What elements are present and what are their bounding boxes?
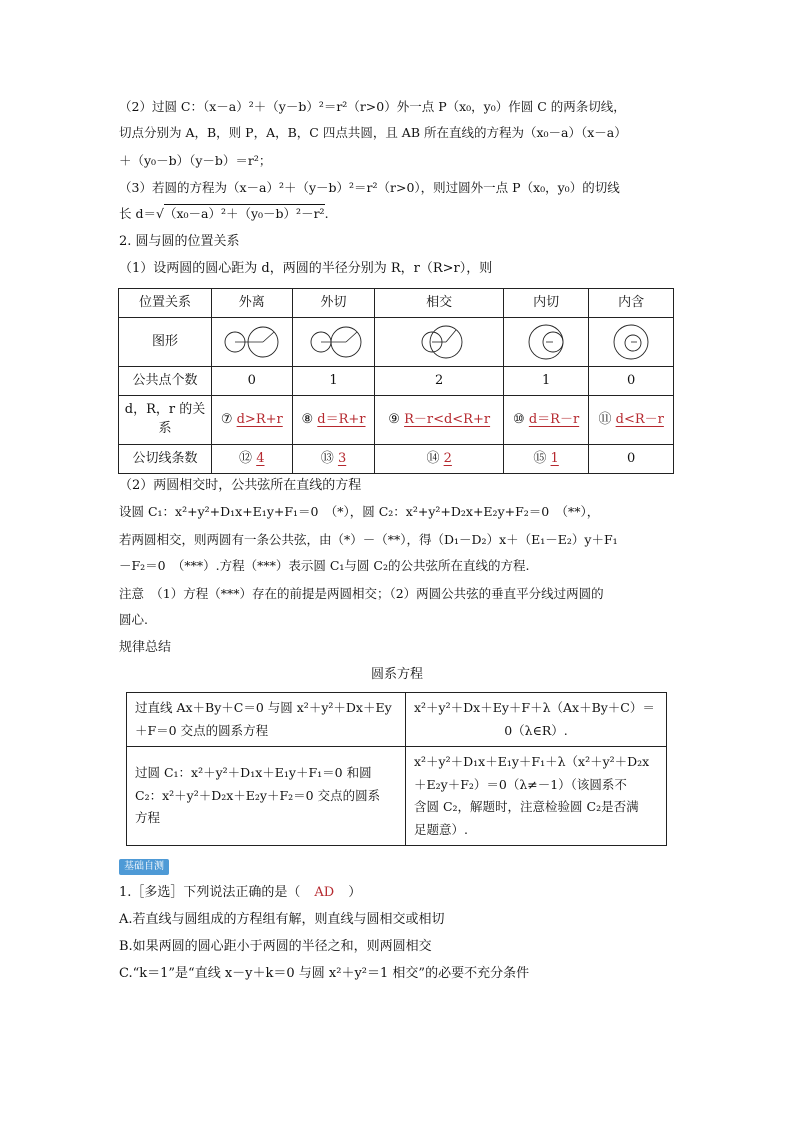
relation-cell: [375, 396, 503, 445]
header-cell: 内含: [589, 289, 674, 318]
tangent-answer: 1: [550, 450, 559, 466]
cell-line: 过直线 Ax＋By＋C＝0 与圆 x²＋y²＋Dx＋Ey: [135, 700, 392, 715]
cell-line: 含圆 C₂，解题时，注意检验圆 C₂是否满: [414, 799, 639, 814]
intro-line-2: 切点分别为 A，B，则 P，A，B，C 四点共圆，且 AB 所在直线的方程为（x₀－a）（x－a）: [119, 125, 627, 140]
question-1-close: ）: [348, 885, 362, 900]
relation-answer: d>R+r: [236, 411, 283, 427]
cell-line: ＋F＝0 交点的圆系方程: [135, 722, 269, 738]
externally-tangent-figure: [292, 318, 375, 367]
self-test-badge: 基础自测: [119, 859, 169, 875]
table-header-row: [119, 289, 674, 318]
relation-cell: [212, 396, 293, 445]
relation-cell: [589, 396, 674, 445]
table-row: [127, 747, 667, 846]
table-cell: [406, 693, 667, 747]
figure-row: [119, 318, 674, 367]
cell-line: 足题意）.: [414, 821, 468, 837]
relation-answer: d＝R+r: [317, 411, 366, 427]
relation-cell: [503, 396, 588, 445]
table-cell: [127, 693, 406, 747]
intersecting-circles-figure: [375, 318, 503, 367]
chord-line-2: 若两圆相交，则两圆有一条公共弦，由（*）－（**），得（D₁－D₂）x＋（E₁－E₂）y＋F₁: [119, 532, 618, 547]
header-cell: 相交: [375, 289, 503, 318]
tangent-answer: 0: [627, 450, 636, 466]
intro-line-4: （3）若圆的方程为（x－a）²＋（y－b）²＝r²（r>0），则过圆外一点 P（x₀，y₀）的切线: [119, 180, 620, 195]
relation-row: [119, 396, 674, 445]
option-a: A.若直线与圆组成的方程组有解，则直线与圆相交或相切: [119, 912, 445, 927]
table-cell: [406, 747, 667, 846]
tangent-cell: [503, 445, 588, 474]
tangent-label: 公切线条数: [119, 445, 212, 474]
tangent-answer: 4: [256, 450, 265, 466]
blank-number: ⑬: [320, 450, 334, 466]
relation-answer: d<R－r: [615, 411, 664, 427]
question-1-answer: AD: [314, 885, 335, 900]
table-row: [127, 693, 667, 747]
cell-line: C₂：x²＋y²＋D₂x＋E₂y＋F₂＝0 交点的圆系: [135, 787, 381, 803]
option-c: C.“k＝1”是“直线 x－y＋k＝0 与圆 x²＋y²＝1 相交”的必要不充分条件: [119, 966, 530, 981]
cell-line: x²＋y²＋D₁x＋E₁y＋F₁＋λ（x²＋y²＋D₂x: [414, 754, 650, 769]
circle-relation-table: [118, 288, 674, 474]
question-1-stem: 1.［多选］下列说法正确的是（: [119, 885, 301, 900]
tangent-cell: [212, 445, 293, 474]
points-label: 公共点个数: [119, 367, 212, 396]
cell-line: ＋E₂y＋F₂）＝0（λ≠－1）（该圆系不: [414, 776, 627, 792]
table-cell: [127, 747, 406, 846]
chord-line-1: 设圆 C₁：x²+y²+D₁x+E₁y+F₁＝0 （*），圆 C₂：x²+y²+D₂x+E₂y+F₂＝0 （**），: [119, 504, 600, 519]
points-row: [119, 367, 674, 396]
points-cell: 1: [503, 367, 588, 396]
tangent-answer: 3: [337, 450, 347, 466]
points-cell: 0: [589, 367, 674, 396]
cell-line: x²＋y²＋Dx＋Ey＋F＋λ（Ax＋By＋C）＝: [414, 700, 655, 715]
chord-title: （2）两圆相交时，公共弦所在直线的方程: [119, 478, 362, 493]
chord-line-3: －F₂＝0 （***）.方程（***）表示圆 C₁与圆 C₂的公共弦所在直线的方程.: [119, 558, 530, 573]
circle-system-table: [126, 692, 667, 846]
section-2-sub1: （1）设两圆的圆心距为 d，两圆的半径分别为 R，r（R>r），则: [119, 261, 493, 276]
blank-number: ⑨: [388, 411, 400, 427]
relation-label: d，R，r 的关系: [119, 396, 212, 445]
intro-line-3: ＋（y₀－b）（y－b）＝r²；: [119, 153, 272, 168]
header-cell: 内切: [503, 289, 588, 318]
points-cell: 1: [292, 367, 375, 396]
relation-answer: d＝R－r: [528, 411, 580, 427]
blank-number: ⑮: [533, 450, 547, 466]
intro-line-5: [119, 205, 329, 223]
question-1: [119, 884, 361, 903]
tangent-answer: 2: [443, 450, 452, 466]
internally-tangent-figure: [503, 318, 588, 367]
chord-note-2: 圆心.: [119, 612, 148, 627]
separate-circles-figure: [212, 318, 293, 367]
tangent-length-radicand: （x₀－a）²＋（y₀－b）²－r²: [163, 206, 325, 221]
cell-line: 方程: [135, 810, 161, 826]
header-cell: 外切: [292, 289, 375, 318]
sqrt-symbol: √: [155, 206, 164, 221]
relation-answer: R－r<d<R+r: [404, 411, 491, 427]
points-cell: 0: [212, 367, 293, 396]
header-cell: 位置关系: [119, 289, 212, 318]
chord-note-1: 注意 （1）方程（***）存在的前提是两圆相交；（2）两圆公共弦的垂直平分线过两圆的: [119, 586, 604, 601]
tangent-row: [119, 445, 674, 474]
contained-circles-figure: [589, 318, 674, 367]
intro-line-1: （2）过圆 C：（x－a）²＋（y－b）²＝r²（r>0）外一点 P（x₀，y₀）作圆 C 的两条切线，: [119, 99, 626, 114]
tangent-length-suffix: .: [324, 206, 329, 221]
relation-cell: [292, 396, 375, 445]
cell-line: 0（λ∈R）.: [504, 722, 568, 738]
cell-line: 过圆 C₁：x²＋y²＋D₁x＋E₁y＋F₁＝0 和圆: [135, 765, 372, 781]
blank-number: ⑪: [598, 411, 612, 427]
blank-number: ⑩: [513, 411, 525, 427]
blank-number: ⑦: [220, 411, 233, 427]
tangent-length-prefix: 长 d＝: [119, 206, 156, 221]
blank-number: ⑫: [239, 450, 253, 466]
blank-number: ⑧: [301, 411, 314, 427]
summary-table-title: 圆系方程: [370, 667, 423, 682]
tangent-cell: [375, 445, 503, 474]
tangent-cell: [589, 445, 674, 474]
summary-title: 规律总结: [119, 640, 172, 655]
tangent-cell: [292, 445, 375, 474]
points-cell: 2: [375, 367, 503, 396]
option-b: B.如果两圆的圆心距小于两圆的半径之和，则两圆相交: [119, 939, 432, 954]
blank-number: ⑭: [426, 450, 440, 466]
section-2-title: 2. 圆与圆的位置关系: [119, 234, 240, 249]
header-cell: 外离: [212, 289, 293, 318]
figure-label: 图形: [119, 318, 212, 367]
